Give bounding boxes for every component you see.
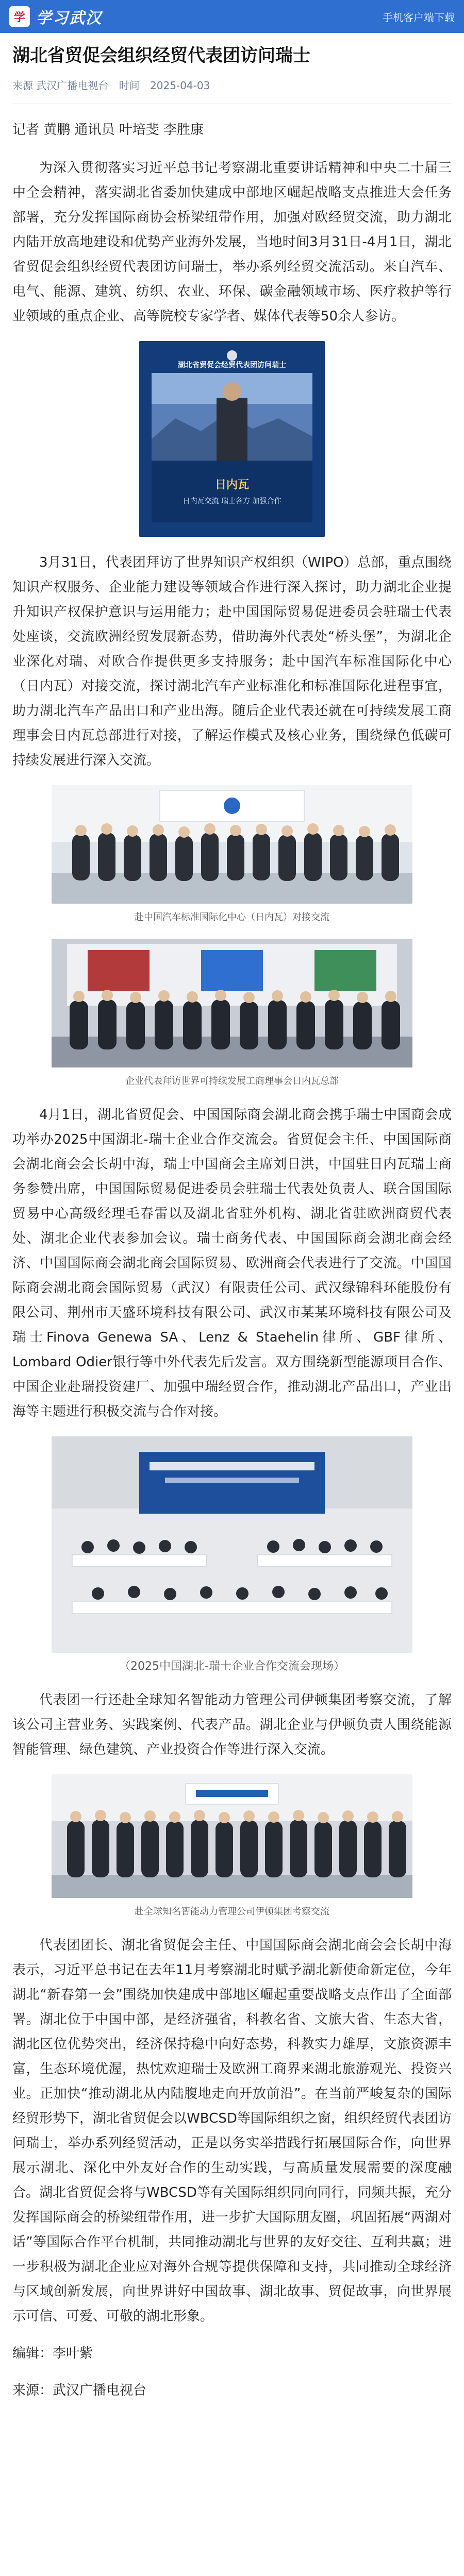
photo-caption: （2025中国湖北-瑞士企业合作交流会现场）	[119, 1659, 345, 1673]
article	[0, 33, 464, 2403]
poster-line: 湖北省贸促会经贸代表团访问瑞士	[178, 361, 286, 369]
photo-figure	[12, 939, 452, 1089]
article-title: 湖北省贸促会组织经贸代表团访问瑞士	[12, 45, 310, 66]
photo-figure	[12, 1774, 452, 1920]
photo-eaton-visit	[52, 1774, 412, 1898]
photo-caption: 赴中国汽车标准国际化中心（日内瓦）对接交流	[135, 911, 329, 923]
photo-caption: 企业代表拜访世界可持续发展工商理事会日内瓦总部	[125, 1075, 339, 1087]
app-header	[0, 0, 464, 33]
poster-line: 日内瓦	[214, 478, 249, 492]
article-paragraph: 代表团一行还赴全球知名智能动力管理公司伊顿集团考察交流，了解该公司主营业务、实践案例、代表产品。湖北企业与伊顿负责人围绕能源智能管理、绿色建筑、产业投资合作等进行深入交流。	[12, 1692, 452, 1757]
photo-caption: 赴全球知名智能动力管理公司伊顿集团考察交流	[135, 1906, 329, 1917]
download-app-link[interactable]: 手机客户端下载	[383, 11, 455, 24]
article-source: 来源 武汉广播电视台	[12, 79, 109, 92]
article-time-label: 时间	[119, 79, 140, 92]
article-paragraph: 4月1日，湖北省贸促会、中国国际商会湖北商会携手瑞士中国商会成功举办2025中国湖北-瑞士企业合作交流会。省贸促会主任、中国国际商会湖北商会会长胡中海，瑞士中国商会主席刘日洪，中国驻日内瓦瑞士商务参赞出席，中国国际贸易促进委员会驻瑞士代表处负责人、联合国国际贸易中心高级经理毛春雷以及湖北省驻外机构、湖北省驻欧洲商贸代表处、湖北企业代表参加会议。瑞士商务代表、中国国际商会湖北商会经济、中国国际商会湖北商会国际贸易、欧洲商会代表进行了交流。中国国际商会湖北商会国际贸易（武汉）有限责任公司、武汉绿锦科环能股份有限公司、荆州市天盛环境科技有限公司、武汉市某某环境科技有限公司及瑞士Finova Genewa SA、Lenz & Staehelin律所、GBF律所、Lombard Odier银行等中外代表先后发言。双方围绕新型能源项目合作、中国企业赴瑞投资建厂、加强中瑞经贸合作，推动湖北产品出口，产业出海等主题进行积极交流与合作对接。	[12, 1107, 452, 1419]
photo-figure	[12, 1436, 452, 1674]
photo-conference	[52, 1436, 412, 1653]
poster-figure	[12, 341, 452, 537]
poster-line: 日内瓦交流 瑞士各方 加强合作	[183, 497, 281, 505]
article-paragraph: 代表团团长、湖北省贸促会主任、中国国际商会湖北商会会长胡中海表示，习近平总书记在去年11月考察湖北时赋予湖北新使命新定位，今年湖北“新春第一会”围绕加快建成中部地区崛起重要战略支点作出了全面部署。湖北位于中国中部，是经济强省，科教名省、文旅大省、生态大省，湖北区位优势突出，经济保持稳中向好态势，科教实力雄厚，文旅资源丰富，生态环境优渥，热忱欢迎瑞士及欧洲工商界来湖北旅游观光、投资兴业。正加快“推动湖北从内陆腹地走向开放前沿”。在当前严峻复杂的国际经贸形势下，湖北省贸促会以WBCSD等国际组织之窗，组织经贸代表团访问瑞士，举办系列经贸活动，正是以务实举措践行拓展国际合作，向世界展示湖北、深化中外友好合作的生动实践，与高质量发展需要的深度融合。湖北省贸促会将与WBCSD等有关国际组织同向同行，同频共振，充分发挥国际商会的桥梁纽带作用，进一步扩大国际朋友圈，巩固拓展“两湖对话”等国际合作平台机制，共同推动湖北与世界的友好交往、互利共赢；进一步积极为湖北企业应对海外合规等提供保障和支持，共同推动全球经济与区域创新发展，向世界讲好中国故事、湖北故事、贸促故事，向世界展示可信、可爱、可敬的湖北形象。	[12, 1937, 452, 2324]
photo-standards-center	[52, 785, 412, 904]
article-paragraph: 为深入贯彻落实习近平总书记考察湖北重要讲话精神和中央二十届三中全会精神，落实湖北省委加快建成中部地区崛起战略支点推进大会任务部署，充分发挥国际商协会桥梁纽带作用，加强对欧经贸交流，助力湖北内陆开放高地建设和优势产业海外发展，当地时间3月31日-4月1日，湖北省贸促会组织经贸代表团访问瑞士，举办系列经贸交流活动。来自汽车、电气、能源、建筑、纺织、农业、环保、碳金融领域市场、医疗救护等行业领域的重点企业、高等院校专家学者、媒体代表等50余人参访。	[12, 160, 452, 324]
article-date: 2025-04-03	[150, 79, 210, 92]
photo-wbcsd-meeting	[52, 939, 412, 1067]
photo-figure	[12, 785, 452, 925]
article-editor: 编辑：李叶紫	[12, 2345, 93, 2361]
article-footer-source: 来源：武汉广播电视台	[12, 2382, 147, 2398]
article-meta	[12, 77, 452, 92]
poster-image	[139, 341, 325, 537]
brand-name: 学习武汉	[36, 9, 102, 27]
brand[interactable]	[9, 5, 102, 28]
logo-icon: 学	[9, 6, 30, 27]
article-byline: 记者 黄鹏 通讯员 叶培斐 李胜康	[12, 122, 204, 138]
article-paragraph: 3月31日，代表团拜访了世界知识产权组织（WIPO）总部，重点围绕知识产权服务、企业能力建设等领域合作进行深入探讨，助力湖北企业提升知识产权保护意识与运用能力；赴中国国际贸易促进委员会驻瑞士代表处座谈，交流欧洲经贸发展新态势，借助海外代表处“桥头堡”，为湖北企业深化对瑞、对欧合作提供更多支持服务；赴中国汽车标准国际化中心（日内瓦）对接交流，探讨湖北汽车产业标准化和标准国际化进程事宜，助力湖北汽车产品出口和产业出海。随后企业代表还就在可持续发展工商理事会日内瓦总部进行对接，了解运作模式及核心业务，围绕绿色低碳可持续发展进行深入交流。	[12, 554, 452, 768]
